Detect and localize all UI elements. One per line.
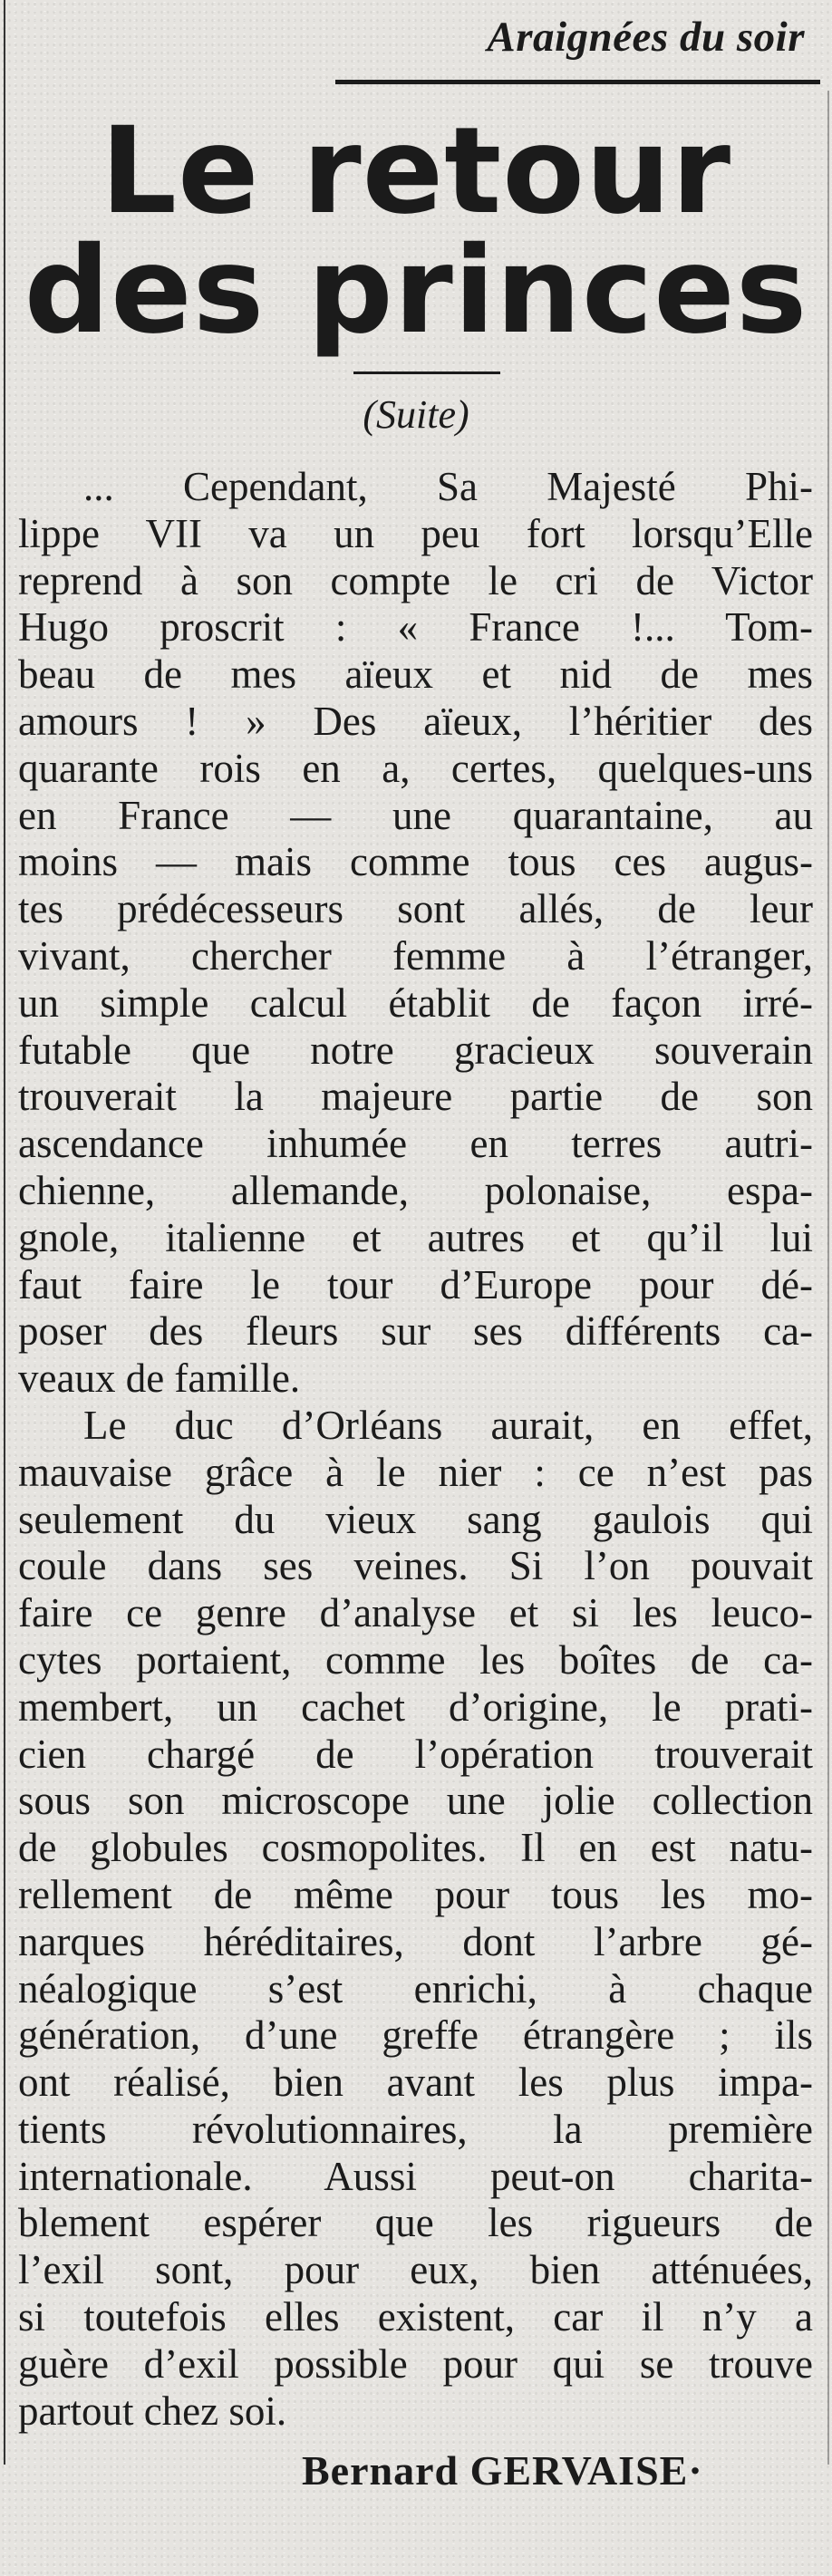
- article-text-line: trouverait la majeure partie de son: [18, 1074, 813, 1120]
- column-border-right: [827, 91, 829, 2465]
- article-text-line: faire ce genre d’analyse et si les leuco-: [18, 1590, 813, 1636]
- article-text-line: ont réalisé, bien avant les plus impa-: [18, 2060, 813, 2106]
- article-text-line: guère d’exil possible pour qui se trouve: [18, 2340, 813, 2387]
- article-text-line: tes prédécesseurs sont allés, de leur: [18, 886, 813, 932]
- article-text-line: blement espérer que les rigueurs de: [18, 2200, 813, 2246]
- article-text-line: amours ! » Des aïeux, l’héritier des: [18, 698, 813, 744]
- article-text-line: seulement du vieux sang gaulois qui: [18, 1496, 813, 1542]
- article-text-line: mauvaise grâce à le nier : ce n’est pas: [18, 1449, 813, 1495]
- article-text-line: reprend à son compte le cri de Victor: [18, 557, 813, 603]
- article-text-line: internationale. Aussi peut-on charita-: [18, 2153, 813, 2199]
- article-text-line: Le duc d’Orléans aurait, en effet,: [83, 1402, 813, 1448]
- article-text-line: cien chargé de l’opération trouverait: [18, 1731, 813, 1777]
- article-text-line: beau de mes aïeux et nid de mes: [18, 651, 813, 698]
- article-text-line: néalogique s’est enrichi, à chaque: [18, 1965, 813, 2012]
- article-text-line: veaux de famille.: [18, 1356, 301, 1402]
- article-text-line: un simple calcul établit de façon irré-: [18, 979, 813, 1026]
- author-signature: Bernard GERVAISE·: [302, 2447, 703, 2494]
- article-title-line-2: des princes: [24, 221, 808, 361]
- article-text-line: faut faire le tour d’Europe pour dé-: [18, 1261, 813, 1307]
- article-text-line: coule dans ses veines. Si l’on pouvait: [18, 1543, 813, 1589]
- section-underline: [335, 80, 820, 84]
- article-text-line: cytes portaient, comme les boîtes de ca-: [18, 1636, 813, 1683]
- article-text-line: Hugo proscrit : « France !... Tom-: [18, 604, 813, 651]
- article-text-line: l’exil sont, pour eux, bien atténuées,: [18, 2247, 813, 2293]
- article-text-line: membert, un cachet d’origine, le prati-: [18, 1684, 813, 1730]
- article-text-line: sous son microscope une jolie collection: [18, 1778, 813, 1824]
- article-text-line: gnole, italienne et autres et qu’il lui: [18, 1214, 813, 1260]
- article-title-line-1: Le retour: [100, 101, 732, 241]
- article-text-line: poser des fleurs sur ses différents ca-: [18, 1308, 813, 1355]
- article-text-line: chienne, allemande, polonaise, espa-: [18, 1167, 813, 1213]
- article-text-line: narques héréditaires, dont l’arbre gé-: [18, 1918, 813, 1964]
- article-text-line: lippe VII va un peu fort lorsqu’Elle: [18, 510, 813, 556]
- article-text-line: moins — mais comme tous ces augus-: [18, 839, 813, 885]
- article-text-line: si toutefois elles existent, car il n’y a: [18, 2294, 813, 2340]
- article-text-line: vivant, chercher femme à l’étranger,: [18, 932, 813, 979]
- article-text-line: quarante rois en a, certes, quelques-uns: [18, 745, 813, 791]
- article-text-line: ... Cependant, Sa Majesté Phi-: [83, 464, 813, 509]
- article-text-line: génération, d’une greffe étrangère ; ils: [18, 2012, 813, 2059]
- article-text-line: de globules cosmopolites. Il en est natu-: [18, 1825, 813, 1871]
- section-heading: Araignées du soir: [487, 14, 805, 61]
- article-text-line: partout chez soi.: [18, 2388, 287, 2434]
- article-text-line: en France — une quarantaine, au: [18, 792, 813, 838]
- article-text-line: ascendance inhumée en terres autri-: [18, 1121, 813, 1167]
- column-border-left: [4, 0, 5, 2465]
- article-subtitle: (Suite): [363, 392, 469, 437]
- article-body: [18, 464, 813, 2435]
- title-divider: [353, 371, 500, 374]
- article-text-line: futable que notre gracieux souverain: [18, 1027, 813, 1073]
- article-text-line: tients révolutionnaires, la première: [18, 2106, 813, 2152]
- article-text-line: rellement de même pour tous les mo-: [18, 1871, 813, 1917]
